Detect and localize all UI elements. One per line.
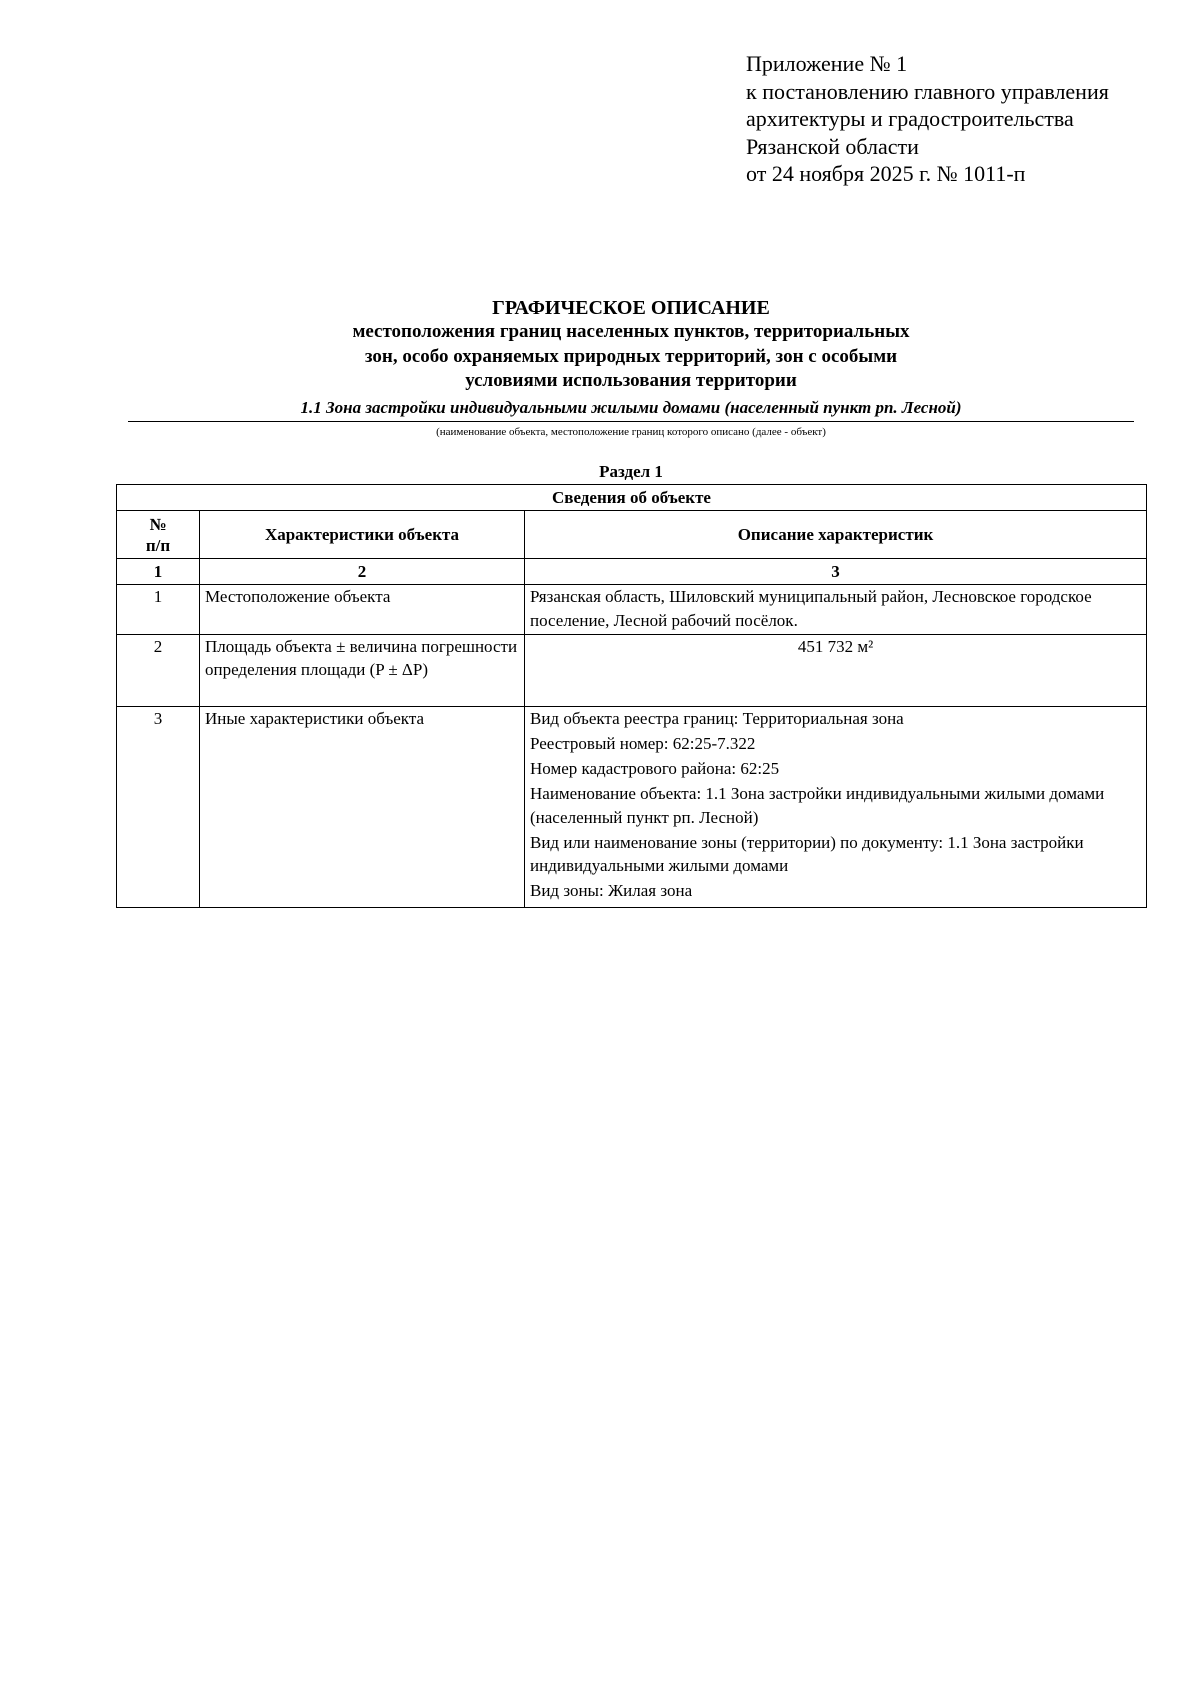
header-number (117, 511, 200, 559)
description-line: Номер кадастрового района: 62:25 (530, 759, 780, 778)
appendix-line: Приложение № 1 (746, 51, 908, 76)
row-number: 1 (117, 585, 200, 635)
column-index: 1 (117, 559, 200, 585)
description-line: Реестровый номер: 62:25-7.322 (530, 734, 756, 753)
table-header-row (117, 511, 1147, 559)
row-number: 2 (117, 635, 200, 707)
appendix-block (746, 50, 1176, 188)
document-subtitle-line: местоположения границ населенных пунктов, территориальных (352, 321, 910, 342)
object-caption: (наименование объекта, местоположение границ которого описано (далее - объект) (436, 425, 826, 438)
column-index: 3 (525, 559, 1147, 585)
object-info-table (116, 484, 1147, 908)
object-name: 1.1 Зона застройки индивидуальными жилыми домами (населенный пункт рп. Лесной) (128, 397, 1134, 422)
appendix-line: к постановлению главного управления (746, 78, 1109, 104)
header-description: Описание характеристик (525, 511, 1147, 559)
description-line: Вид зоны: Жилая зона (530, 881, 693, 900)
document-title-block (128, 296, 1134, 439)
column-index-row (117, 559, 1147, 585)
row-characteristic: Местоположение объекта (200, 585, 525, 635)
table-row (117, 707, 1147, 908)
row-number: 3 (117, 707, 200, 908)
appendix-line: архитектуры и градостроительства (746, 106, 1074, 131)
table-row (117, 585, 1147, 635)
section-title: Раздел 1 (599, 462, 663, 481)
description-line: Наименование объекта: 1.1 Зона застройки индивидуальными жилыми домами (населенный пункт рп. Лесной) (530, 784, 1105, 827)
document-title: ГРАФИЧЕСКОЕ ОПИСАНИЕ (492, 297, 770, 319)
header-number-sign: № (149, 514, 167, 534)
description-line: Вид объекта реестра границ: Территориальная зона (530, 709, 904, 728)
document-subtitle-line: зон, особо охраняемых природных территорий, зон с особыми (364, 345, 898, 367)
column-index: 2 (200, 559, 525, 585)
row-characteristic: Иные характеристики объекта (200, 707, 525, 908)
row-area-value: 451 732 м² (525, 635, 1147, 707)
table-row (117, 635, 1147, 707)
row-characteristic: Площадь объекта ± величина погрешности определения площади (P ± ΔP) (200, 635, 525, 707)
header-characteristics: Характеристики объекта (200, 511, 525, 559)
header-number-abbr: п/п (145, 535, 171, 555)
appendix-date-line: от 24 ноября 2025 г. № 1011-п (746, 161, 1026, 186)
document-subtitle-line: условиями использования территории (465, 370, 797, 391)
description-line: Вид или наименование зоны (территории) по документу: 1.1 Зона застройки индивидуальными жилыми домами (530, 832, 1084, 875)
row-description-list (525, 707, 1147, 908)
appendix-line: Рязанской области (746, 133, 919, 159)
row-description: Рязанская область, Шиловский муниципальный район, Лесновское городское поселение, Лесной рабочий посёлок. (525, 585, 1147, 635)
table-caption: Сведения об объекте (117, 485, 1147, 511)
table-caption-row (117, 485, 1147, 511)
